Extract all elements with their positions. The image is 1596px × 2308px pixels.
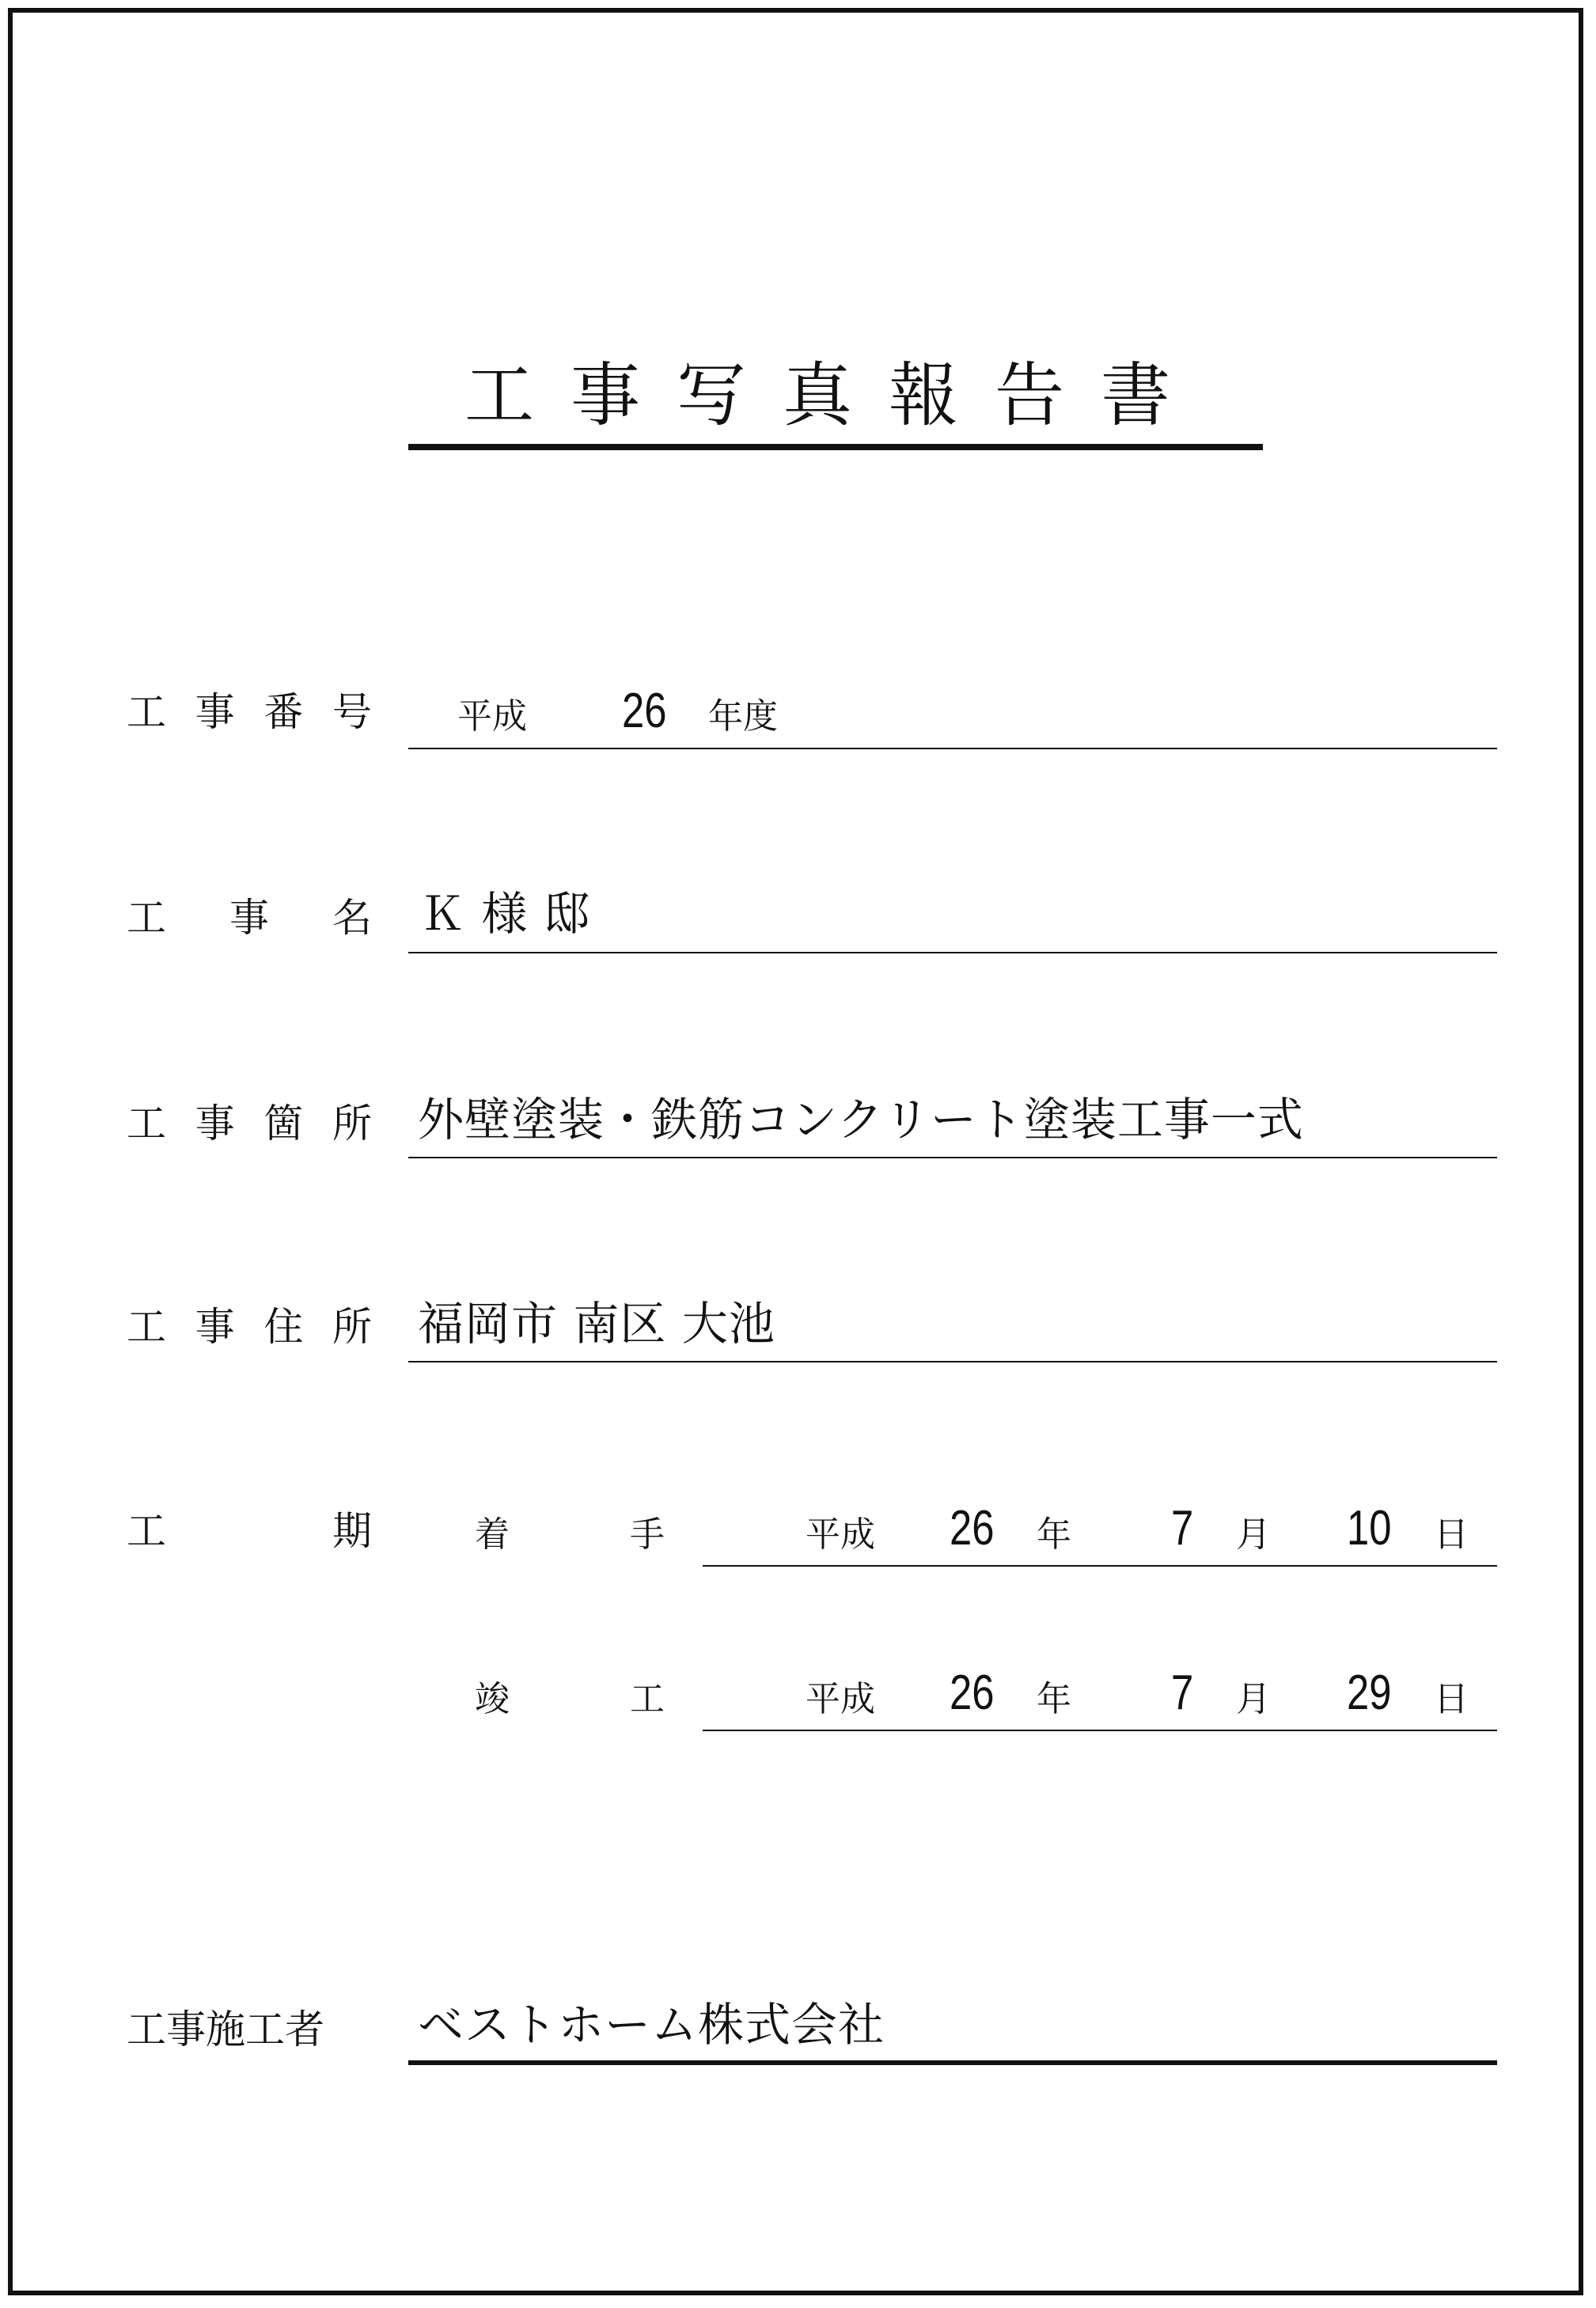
label-contractor: 工事施工者 [127, 2007, 324, 2052]
start-era: 平成 [806, 1514, 875, 1555]
address-underline [408, 1361, 1497, 1362]
document-title: 工事写真報告書 [464, 354, 1207, 436]
title-underline [408, 444, 1263, 450]
construction-name-value: Ｋ 様 邸 [419, 887, 590, 941]
end-year: 26 [950, 1666, 995, 1720]
start-day: 10 [1347, 1501, 1392, 1556]
construction-location-value: 外壁塗装・鉄筋コンクリート塗装工事一式 [418, 1093, 1304, 1146]
end-year-unit: 年 [1037, 1679, 1071, 1719]
label-construction-address: 工 事 住 所 [127, 1304, 372, 1350]
number-underline [408, 748, 1497, 749]
end-day-unit: 日 [1434, 1679, 1469, 1719]
start-year: 26 [950, 1501, 995, 1556]
label-construction-number: 工 事 番 号 [127, 689, 372, 735]
end-era: 平成 [806, 1679, 875, 1719]
end-month: 7 [1171, 1666, 1194, 1720]
start-year-unit: 年 [1037, 1514, 1071, 1555]
label-construction-location: 工 事 箇 所 [127, 1101, 372, 1146]
start-month: 7 [1171, 1501, 1194, 1556]
start-day-unit: 日 [1434, 1514, 1469, 1555]
end-day: 29 [1347, 1666, 1392, 1720]
contractor-underline [408, 2060, 1497, 2065]
location-underline [408, 1157, 1497, 1158]
number-era: 平成 [457, 696, 527, 737]
number-year-suffix: 年度 [708, 696, 778, 737]
label-construction-name: 工 事 名 [127, 895, 372, 941]
end-underline [703, 1730, 1497, 1731]
number-year: 26 [622, 684, 667, 738]
label-end: 竣 工 [475, 1679, 665, 1719]
contractor-value: ベストホーム株式会社 [418, 1998, 885, 2052]
start-underline [703, 1565, 1497, 1567]
label-start: 着 手 [475, 1514, 665, 1555]
start-month-unit: 月 [1236, 1514, 1271, 1555]
label-construction-period: 工 期 [127, 1508, 372, 1554]
name-underline [408, 952, 1497, 953]
construction-address-value: 福岡市 南区 大池 [418, 1297, 775, 1351]
end-month-unit: 月 [1236, 1679, 1271, 1719]
